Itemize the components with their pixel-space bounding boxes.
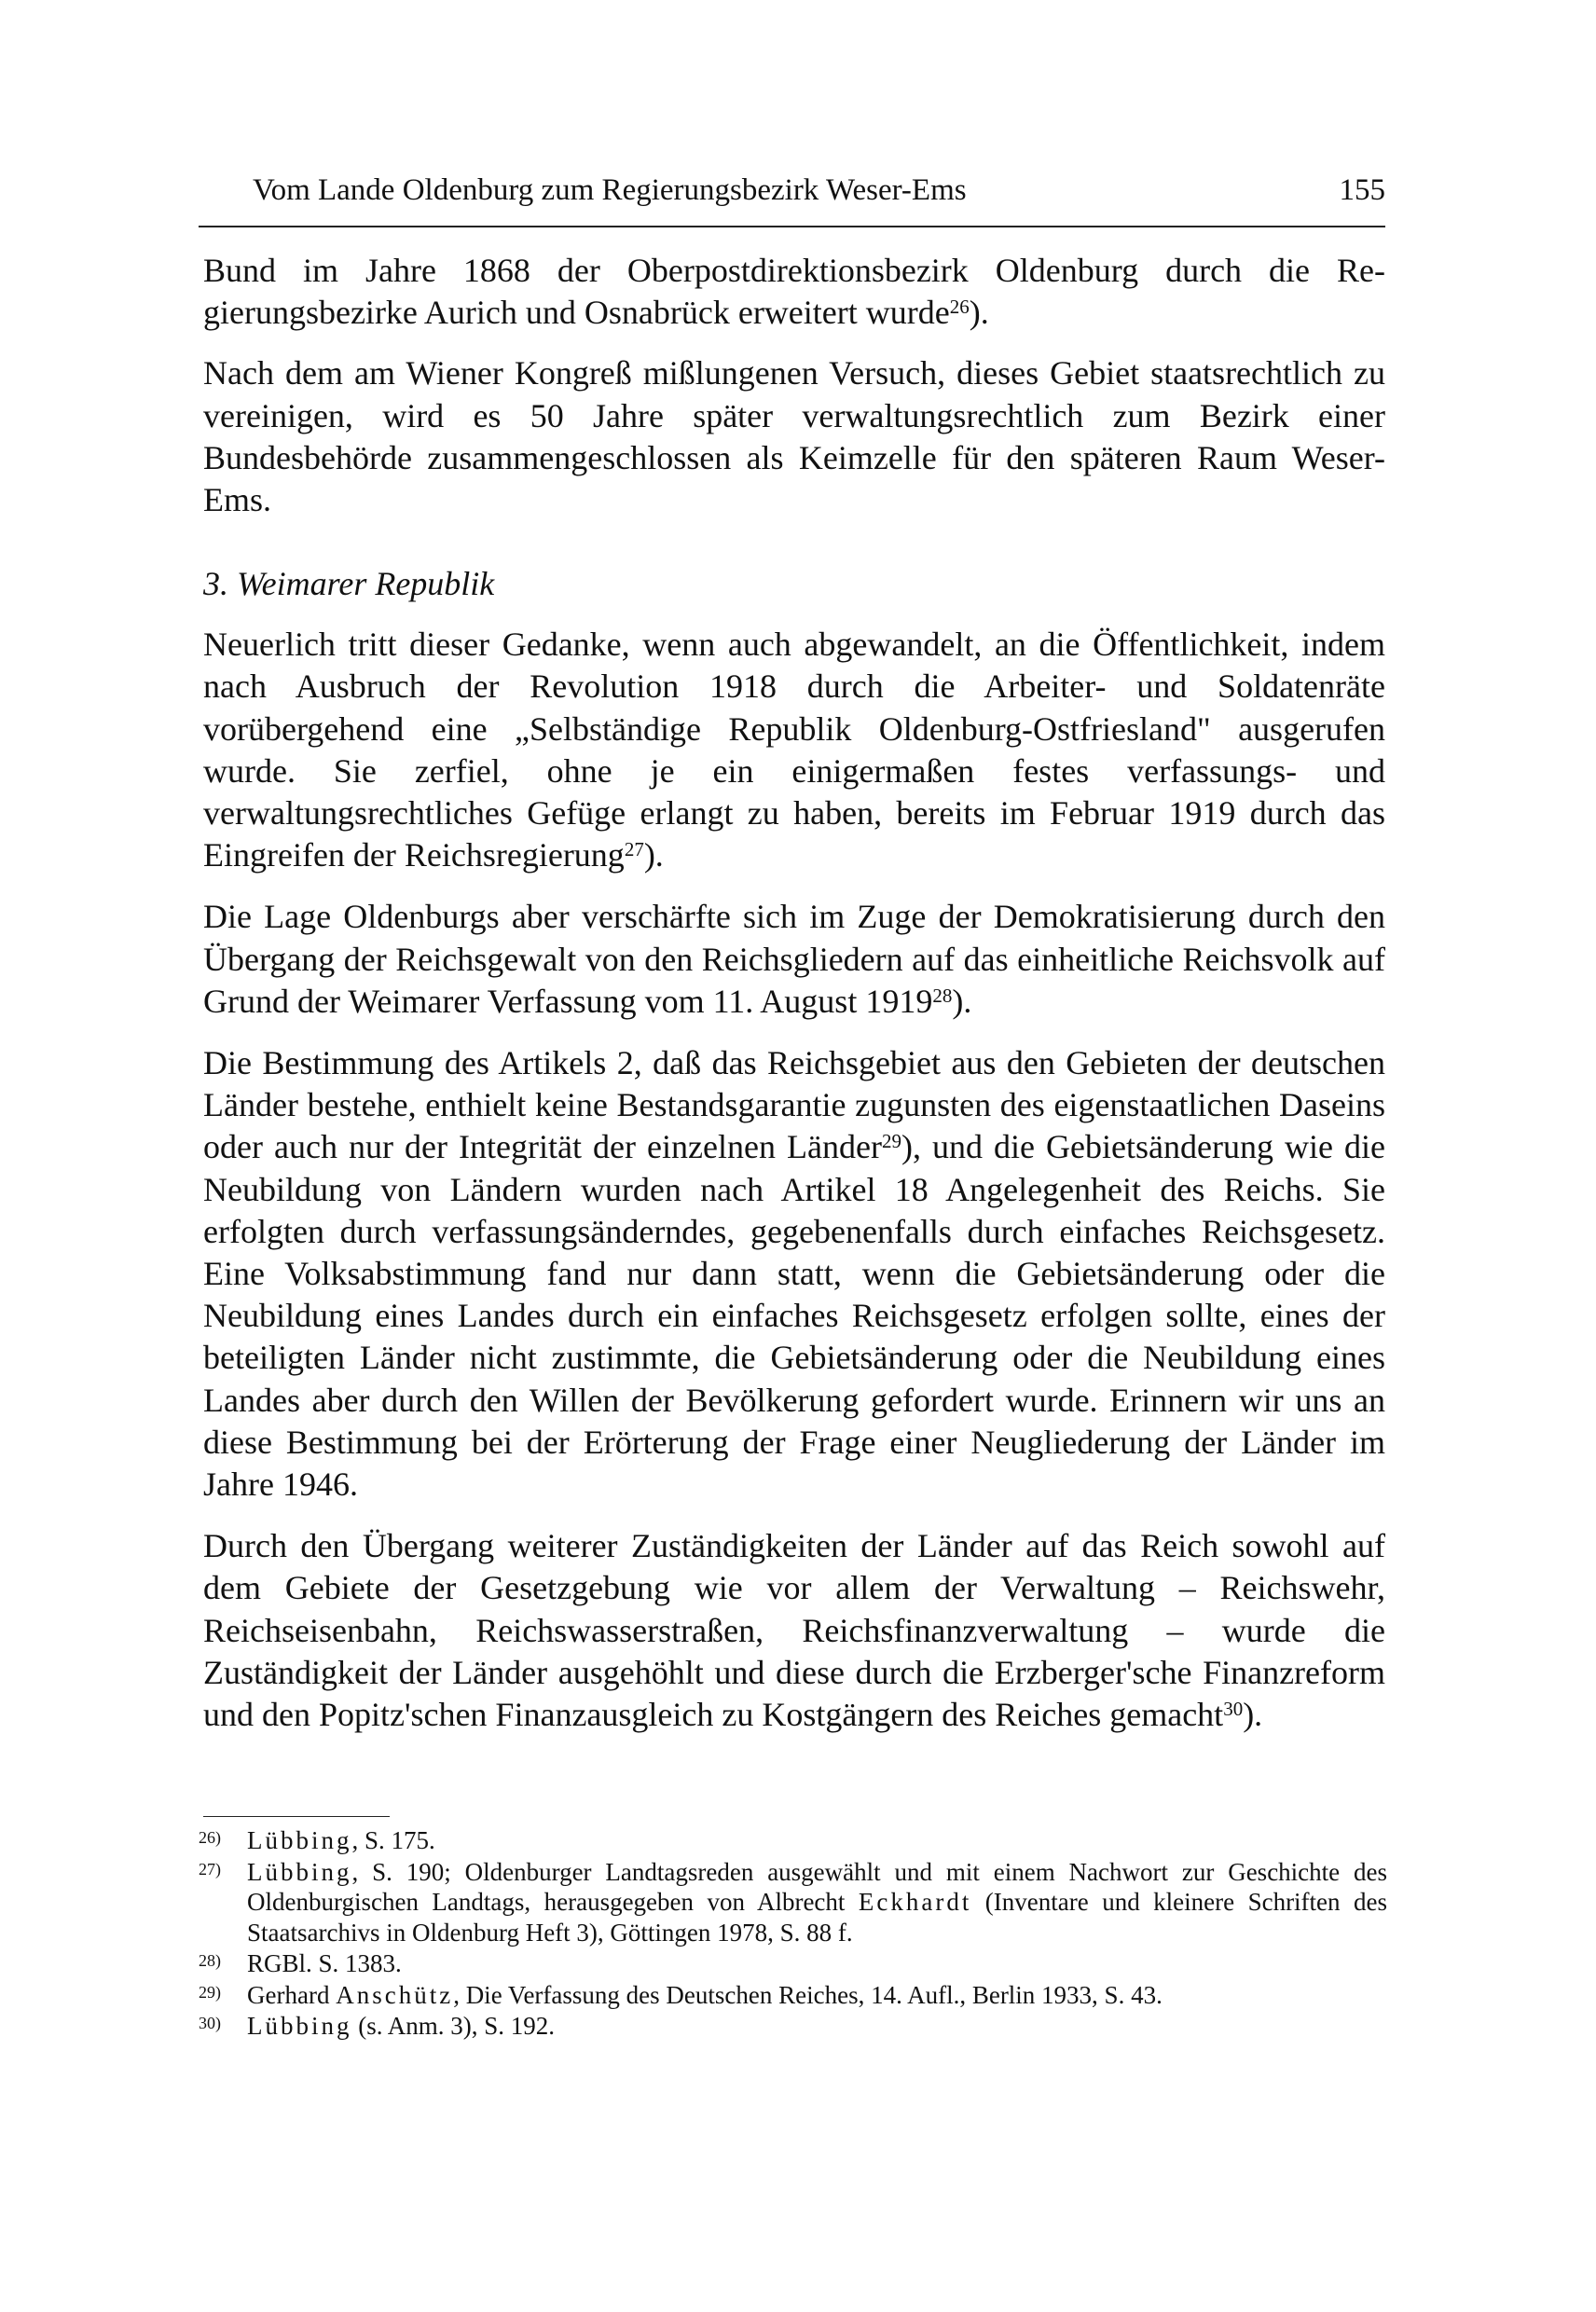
paragraph-text-tail: ), und die Gebietsänderung wie die Neubildung von Ländern wurden nach Artikel 18 Angelegenheit des Reichs. Sie erfolgten durch verfassungsänderndes, gegebenenfalls durch einfaches Reichsgesetz. Eine Volksabstimmung fand nur dann statt, wenn die Gebietsänderung oder die Neubildung eines Landes durch ein einfaches Reichsgesetz erfolgen sollte, eines der beteiligten Länder nicht zustimmte, die Gebietsänderung oder die Neubildung eines Landes aber durch den Willen der Bevölkerung gefordert wurde. Erinnern wir uns an diese Bestimmung bei der Erörterung der Frage einer Neugliederung der Länder im Jahre 1946.: [203, 1128, 1386, 1504]
footnote-text: , S. 190; Oldenburger Landtagsreden ausgewählt und mit einem Nachwort zur Geschichte des Oldenburgischen Landtags, herausgegeben von Albrecht: [247, 1857, 1387, 1916]
footnote-author: Lübbing: [247, 1826, 352, 1854]
footnote: [199, 1825, 1387, 1856]
footnote-author: Eckhardt: [858, 1888, 972, 1916]
footnote-author: Anschütz: [336, 1980, 454, 2009]
footnote: [199, 1980, 1387, 2011]
footnote-number: 27): [199, 1859, 221, 1878]
page-number: 155: [1339, 173, 1385, 207]
paragraph: [203, 1525, 1385, 1736]
footnote-number: 29): [199, 1982, 221, 2002]
paragraph: [203, 250, 1385, 334]
footnote-divider: [203, 1816, 390, 1817]
footnote-author: Lübbing: [247, 1857, 352, 1886]
footnote: [199, 1857, 1387, 1948]
footnote-reference: 29: [881, 1130, 901, 1153]
paragraph: [203, 896, 1385, 1023]
paragraph-text: Nach dem am Wiener Kongreß mißlungenen Versuch, dieses Gebiet staatsrechtlich zu vereinigen, wird es 50 Jahre später verwaltungsrechtlich zum Bezirk einer Bundesbehörde zusammengeschlossen als Keimzelle für den späteren Raum Weser-Ems.: [203, 354, 1385, 519]
running-header: [199, 168, 1385, 227]
footnote-reference: 28: [932, 984, 953, 1007]
paragraph-text-tail: ).: [952, 982, 972, 1020]
footnote-reference: 27: [624, 838, 644, 861]
footnote-reference: 26: [949, 296, 970, 319]
body-text: [203, 250, 1385, 1755]
footnote-text: , S. 175.: [351, 1826, 435, 1854]
paragraph-text: Durch den Übergang weiterer Zuständigkeiten der Länder auf das Reich sowohl auf dem Gebiete der Gesetzgebung wie vor allem der Verwaltung – Reichswehr, Reichseisenbahn, Reichswasserstraßen, Reichsfinanzverwaltung – wurde die Zuständigkeit der Länder ausgehöhlt und diese durch die Erzberger'sche Finanzreform und den Popitz'schen Finanzausgleich zu Kostgängern des Reiches gemacht: [203, 1527, 1385, 1734]
paragraph-text-tail: ).: [643, 836, 664, 874]
paragraph: [203, 352, 1385, 521]
paragraph-text: Bund im Jahre 1868 der Oberpostdirektionsbezirk Oldenburg durch die Regierungsbezirke Aurich und Osnabrück erweitert wurde: [203, 252, 1385, 332]
paragraph: [203, 624, 1385, 876]
footnote-text: (s. Anm. 3), S. 192.: [351, 2012, 556, 2040]
footnote-text: , Die Verfassung des Deutschen Reiches, 14. Aufl., Berlin 1933, S. 43.: [453, 1980, 1163, 2009]
running-title: Vom Lande Oldenburg zum Regierungsbezirk Weser-Ems: [253, 173, 967, 207]
section-heading: 3. Weimarer Republik: [203, 565, 495, 603]
footnote: [199, 2011, 1387, 2042]
footnote: [199, 1948, 1387, 1979]
footnote-number: 26): [199, 1828, 221, 1847]
footnote-number: 28): [199, 1951, 221, 1970]
paragraph-text-tail: ).: [1243, 1696, 1263, 1734]
footnotes: [199, 1825, 1387, 2043]
paragraph: [203, 1042, 1385, 1506]
footnote-text: (Inventare und kleinere Schriften des Staatsarchivs in Oldenburg Heft 3), Göttingen 1978, S. 88 f.: [247, 1888, 1387, 1947]
footnote-text: RGBl. S. 1383.: [247, 1949, 402, 1977]
paragraph-text-tail: ).: [969, 294, 989, 332]
footnote-author: Lübbing: [247, 2012, 352, 2040]
footnote-reference: 30: [1223, 1698, 1244, 1721]
footnote-text: Gerhard: [247, 1980, 337, 2009]
paragraph-text: Neuerlich tritt dieser Gedanke, wenn auch abgewandelt, an die Öffentlichkeit, indem nach Ausbruch der Revolution 1918 durch die Arbeiter- und Soldatenräte vorübergehend eine „Selbständige Republik Oldenburg-Ostfriesland" ausgerufen wurde. Sie zerfiel, ohne je ein einigermaßen festes verfassungs- und verwaltungsrechtliches Gefüge erlangt zu haben, bereits im Februar 1919 durch das Eingreifen der Reichsregierung: [203, 626, 1385, 874]
paragraph-text: Die Lage Oldenburgs aber verschärfte sich im Zuge der Demokratisierung durch den Übergang der Reichsgewalt von den Reichsgliedern auf das einheitliche Reichsvolk auf Grund der Weimarer Verfassung vom 11. August 1919: [203, 898, 1385, 1020]
paragraph-text: Die Bestimmung des Artikels 2, daß das Reichsgebiet aus den Gebieten der deutschen Länder bestehe, enthielt keine Bestandsgarantie zugunsten des eigenstaatlichen Daseins oder auch nur der Integrität der einzelnen Länder: [203, 1044, 1385, 1166]
footnote-number: 30): [199, 2014, 221, 2032]
